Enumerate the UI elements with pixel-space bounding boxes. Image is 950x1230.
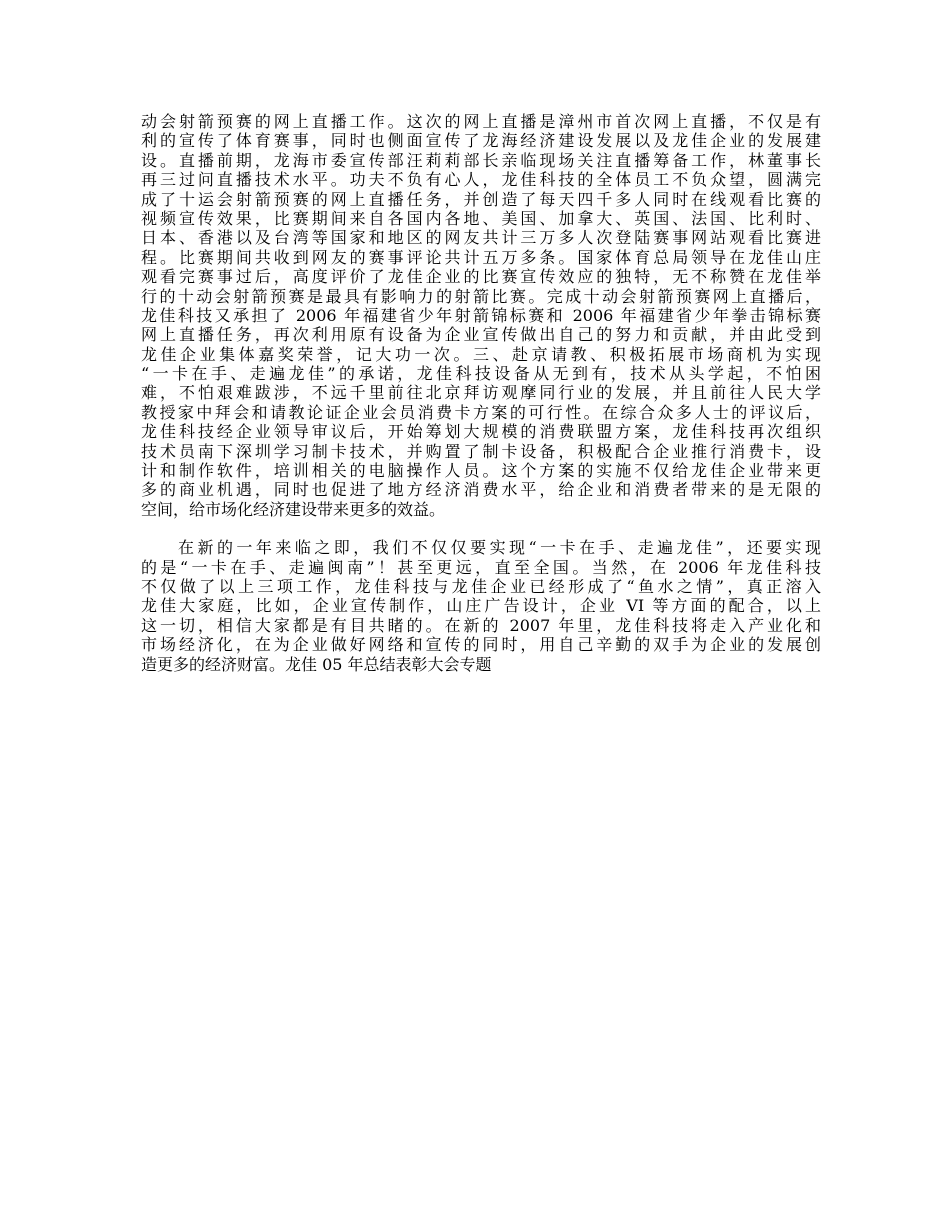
text-line: 设。直播前期，龙海市委宣传部汪莉莉部长亲临现场关注直播筹备工作，林董事长 — [141, 150, 821, 170]
text-line: 市场经济化，在为企业做好网络和宣传的同时，用自己辛勤的双手为企业的发展创 — [141, 635, 821, 655]
text-line: 龙佳科技经企业领导审议后，开始筹划大规模的消费联盟方案，龙佳科技再次组织 — [141, 422, 821, 442]
text-line: 行的十动会射箭预赛是最具有影响力的射箭比赛。完成十动会射箭预赛网上直播后， — [141, 286, 821, 306]
text-line: 利的宣传了体育赛事，同时也侧面宣传了龙海经济建设发展以及龙佳企业的发展建 — [141, 131, 821, 151]
text-line: 成了十运会射箭预赛的网上直播任务，并创造了每天四千多人同时在线观看比赛的 — [141, 189, 821, 209]
text-line: 不仅做了以上三项工作，龙佳科技与龙佳企业已经形成了“鱼水之情”，真正溶入 — [141, 576, 821, 596]
text-line: 技术员南下深圳学习制卡技术，并购置了制卡设备，积极配合企业推行消费卡，设 — [141, 441, 821, 461]
text-line: 观看完赛事过后，高度评价了龙佳企业的比赛宣传效应的独特，无不称赞在龙佳举 — [141, 267, 821, 287]
text-line: 造更多的经济财富。龙佳 05 年总结表彰大会专题 — [141, 654, 492, 674]
text-line: “一卡在手、走遍龙佳”的承诺，龙佳科技设备从无到有，技术从头学起，不怕困 — [141, 364, 821, 384]
text-line: 再三过问直播技术水平。功夫不负有心人，龙佳科技的全体员工不负众望，圆满完 — [141, 170, 821, 190]
text-line: 在新的一年来临之即，我们不仅仅要实现“一卡在手、走遍龙佳”，还要实现 — [178, 538, 821, 558]
text-line: 网上直播任务，再次利用原有设备为企业宣传做出自己的努力和贡献，并由此受到 — [141, 325, 821, 345]
document-page — [141, 112, 821, 674]
text-line: 视频宣传效果，比赛期间来自各国内各地、美国、加拿大、英国、法国、比利时、 — [141, 208, 821, 228]
text-line: 程。比赛期间共收到网友的赛事评论共计五万多条。国家体育总局领导在龙佳山庄 — [141, 247, 821, 267]
text-line: 难，不怕艰难跋涉，不远千里前往北京拜访观摩同行业的发展，并且前往人民大学 — [141, 383, 821, 403]
text-line: 空间，给市场化经济建设带来更多的效益。 — [141, 499, 446, 519]
text-line: 龙佳企业集体嘉奖荣誉，记大功一次。三、赴京请教、积极拓展市场商机为实现 — [141, 344, 821, 364]
text-line: 的是“一卡在手、走遍闽南”！甚至更远，直至全国。当然，在 2006 年龙佳科技 — [141, 557, 821, 577]
text-line: 龙佳科技又承担了 2006 年福建省少年射箭锦标赛和 2006 年福建省少年拳击锦标赛 — [141, 305, 821, 325]
text-line: 龙佳大家庭，比如，企业宣传制作，山庄广告设计，企业 VI 等方面的配合，以上 — [141, 596, 821, 616]
text-line: 计和制作软件，培训相关的电脑操作人员。这个方案的实施不仅给龙佳企业带来更 — [141, 461, 821, 481]
text-line: 这一切，相信大家都是有目共睹的。在新的 2007 年里，龙佳科技将走入产业化和 — [141, 615, 821, 635]
text-line: 动会射箭预赛的网上直播工作。这次的网上直播是漳州市首次网上直播，不仅是有 — [141, 112, 821, 131]
paragraph-1 — [141, 112, 821, 519]
text-line: 多的商业机遇，同时也促进了地方经济消费水平，给企业和消费者带来的是无限的 — [141, 480, 821, 500]
paragraph-2 — [141, 538, 821, 674]
text-line: 教授家中拜会和请教论证企业会员消费卡方案的可行性。在综合众多人士的评议后， — [141, 402, 821, 422]
text-line: 日本、香港以及台湾等国家和地区的网友共计三万多人次登陆赛事网站观看比赛进 — [141, 228, 821, 248]
